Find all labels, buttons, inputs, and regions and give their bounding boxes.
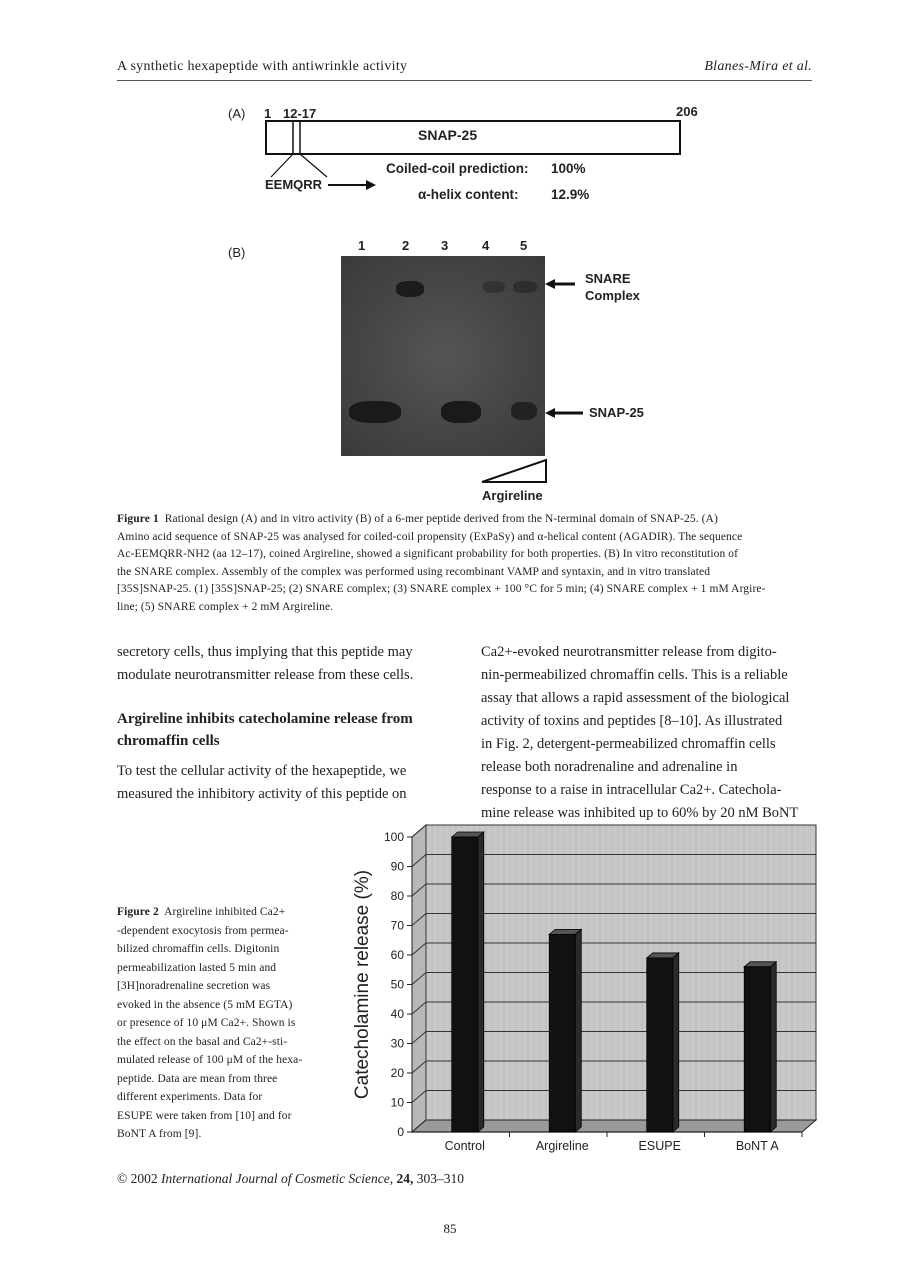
- caption-line-2: Amino acid sequence of SNAP-25 was analysed for coiled-coil propensity (ExPaSy) and α-helical content (AGADIR). The sequence: [117, 530, 743, 543]
- y-tick-label: 0: [397, 1125, 404, 1139]
- band-lane2-complex: [396, 281, 424, 297]
- coiled-coil-value: 100%: [551, 161, 586, 176]
- right-para-line7: response to a raise in intracellular Ca2+. Catechola-: [481, 782, 782, 798]
- fig2-caption-line12: ESUPE were taken from [10] and for: [117, 1109, 292, 1122]
- right-para-line3: assay that allows a rapid assessment of the biological: [481, 690, 790, 706]
- right-para-line6: release both noradrenaline and adrenaline in: [481, 759, 738, 775]
- band-lane5-snap25: [511, 402, 537, 420]
- caption-line-1: Rational design (A) and in vitro activity (B) of a 6-mer peptide derived from the N-terminal domain of SNAP-25. (A): [164, 513, 718, 525]
- lane-2-label: 2: [402, 238, 410, 253]
- section-heading-line1: Argireline inhibits catecholamine release from: [117, 711, 413, 727]
- gel-image: [341, 256, 545, 456]
- running-header-title: A synthetic hexapeptide with antiwrinkle activity: [117, 59, 408, 74]
- figure1-caption: [117, 511, 812, 616]
- fig2-caption-line10: peptide. Data are mean from three: [117, 1072, 278, 1085]
- right-para-line4: activity of toxins and peptides [8–10]. As illustrated: [481, 713, 783, 729]
- bar: [549, 934, 575, 1132]
- footer-citation: [117, 1171, 464, 1187]
- sequence-label: EEMQRR: [265, 177, 323, 192]
- caption-line-4: the SNARE complex. Assembly of the complex was performed using recombinant VAMP and syntaxin, and in vitro translated: [117, 565, 711, 578]
- x-tick-label: BoNT A: [735, 1139, 779, 1153]
- bar-top: [549, 929, 581, 934]
- snap25-band-label: SNAP-25: [589, 405, 644, 420]
- footer-journal: International Journal of Cosmetic Science,: [161, 1171, 394, 1186]
- right-para-line5: in Fig. 2, detergent-permeabilized chromaffin cells: [481, 736, 776, 752]
- band-lane4-complex: [483, 281, 505, 293]
- snare-label-line2: Complex: [585, 288, 640, 303]
- lane-4-label: 4: [482, 238, 490, 253]
- left-column-para2: [117, 760, 452, 806]
- callout-right: [300, 154, 327, 177]
- snare-complex-label: [585, 270, 640, 304]
- bar-top: [744, 962, 776, 967]
- band-lane3-snap25: [441, 401, 481, 423]
- fig2-caption-line11: different experiments. Data for: [117, 1091, 263, 1103]
- figure2-caption-label: Figure 2: [117, 906, 159, 918]
- bar: [647, 958, 673, 1132]
- x-tick-label: Argireline: [535, 1139, 589, 1153]
- lane-5-label: 5: [520, 238, 528, 253]
- pos-12-17-label: 12-17: [283, 106, 317, 121]
- pos-206-label: 206: [676, 104, 698, 119]
- fig2-caption-line9: mulated release of 100 μM of the hexa-: [117, 1054, 303, 1066]
- left-column-para1: [117, 641, 452, 687]
- right-para-line2: nin-permeabilized chromaffin cells. This is a reliable: [481, 667, 788, 683]
- snap25-bar-label: SNAP-25: [418, 127, 478, 143]
- left-para1-line1: secretory cells, thus implying that this peptide may: [117, 644, 413, 660]
- band-lane1-snap25: [349, 401, 401, 423]
- figure1-caption-label: Figure 1: [117, 513, 159, 525]
- caption-line-5: [35S]SNAP-25. (1) [35S]SNAP-25; (2) SNARE complex; (3) SNARE complex + 100 °C for 5 min; (4) SNARE complex + 1 mM Argire-: [117, 583, 766, 595]
- header-rule: [117, 80, 812, 81]
- y-tick-label: 60: [390, 948, 404, 962]
- x-tick-label: ESUPE: [638, 1139, 681, 1153]
- bar-side: [575, 929, 581, 1132]
- fig2-caption-line13: BoNT A from [9].: [117, 1128, 202, 1140]
- panel-b-label: (B): [228, 245, 246, 260]
- footer-pages: 303–310: [416, 1171, 464, 1186]
- caption-line-3: Ac-EEMQRR-NH2 (aa 12–17), coined Argireline, showed a significant probability for both properties. (B) In vitro reconstitution of: [117, 548, 739, 560]
- coiled-coil-label: Coiled-coil prediction:: [386, 161, 529, 176]
- figure2-caption: [117, 903, 321, 1144]
- argireline-label: Argireline: [482, 488, 543, 503]
- fig2-caption-line6: evoked in the absence (5 mM EGTA): [117, 998, 293, 1011]
- bar: [452, 837, 478, 1132]
- bar-side: [673, 953, 679, 1132]
- helix-label: α-helix content:: [418, 187, 519, 202]
- y-tick-label: 70: [390, 918, 404, 933]
- arrow-left-icon: [545, 406, 585, 420]
- y-tick-label: 30: [390, 1036, 404, 1051]
- fig2-caption-line8: the effect on the basal and Ca2+-sti-: [117, 1035, 288, 1048]
- left-para1-line2: modulate neurotransmitter release from these cells.: [117, 667, 414, 683]
- panel-a-label: (A): [228, 106, 246, 121]
- fig2-caption-line5: [3H]noradrenaline secretion was: [117, 980, 271, 992]
- running-header-authors: Blanes-Mira et al.: [704, 59, 812, 74]
- y-tick-label: 80: [390, 889, 404, 903]
- footer-volume: 24,: [396, 1171, 414, 1186]
- figure2-bar-chart: [340, 815, 830, 1153]
- lane-1-label: 1: [358, 238, 366, 253]
- fig2-caption-line2: -dependent exocytosis from permea-: [117, 924, 289, 937]
- right-para-line8: mine release was inhibited up to 60% by 20 nM BoNT: [481, 805, 799, 821]
- fig2-caption-line1: Argireline inhibited Ca2+: [164, 906, 286, 918]
- fig2-caption-line3: bilized chromaffin cells. Digitonin: [117, 943, 280, 955]
- right-column-para: [481, 641, 813, 825]
- section-heading: [117, 708, 452, 752]
- y-tick-label: 10: [390, 1095, 404, 1110]
- arrow-left-icon: [545, 277, 577, 291]
- y-tick-label: 50: [390, 977, 404, 992]
- right-para-line1: Ca2+-evoked neurotransmitter release from digito-: [481, 644, 777, 660]
- y-tick-label: 20: [390, 1066, 404, 1080]
- y-axis-label: Catecholamine release (%): [352, 869, 373, 1100]
- page-number: 85: [443, 1221, 457, 1236]
- helix-value: 12.9%: [551, 187, 590, 202]
- y-tick-label: 90: [390, 859, 404, 874]
- arrow-right-icon: [328, 178, 378, 192]
- bar: [744, 967, 770, 1132]
- lane-3-label: 3: [441, 238, 449, 253]
- bar-top: [452, 832, 484, 837]
- y-tick-label: 100: [383, 830, 404, 844]
- pos-1-label: 1: [264, 106, 272, 121]
- fig2-caption-line7: or presence of 10 μM Ca2+. Shown is: [117, 1017, 296, 1029]
- caption-line-6: line; (5) SNARE complex + 2 mM Argireline.: [117, 600, 334, 613]
- bar-top: [647, 953, 679, 958]
- bar-side: [478, 832, 484, 1132]
- snare-label-line1: SNARE: [585, 271, 631, 286]
- fig2-caption-line4: permeabilization lasted 5 min and: [117, 961, 277, 974]
- left-para2-line1: To test the cellular activity of the hexapeptide, we: [117, 763, 407, 779]
- band-lane5-complex: [513, 281, 537, 293]
- gradient-triangle-icon: [480, 458, 550, 486]
- section-heading-line2: chromaffin cells: [117, 733, 220, 749]
- y-tick-label: 40: [390, 1007, 404, 1021]
- left-para2-line2: measured the inhibitory activity of this peptide on: [117, 786, 407, 802]
- footer-copyright: © 2002: [117, 1171, 158, 1186]
- x-tick-label: Control: [444, 1139, 485, 1153]
- callout-left: [271, 154, 293, 177]
- bar-side: [770, 962, 776, 1132]
